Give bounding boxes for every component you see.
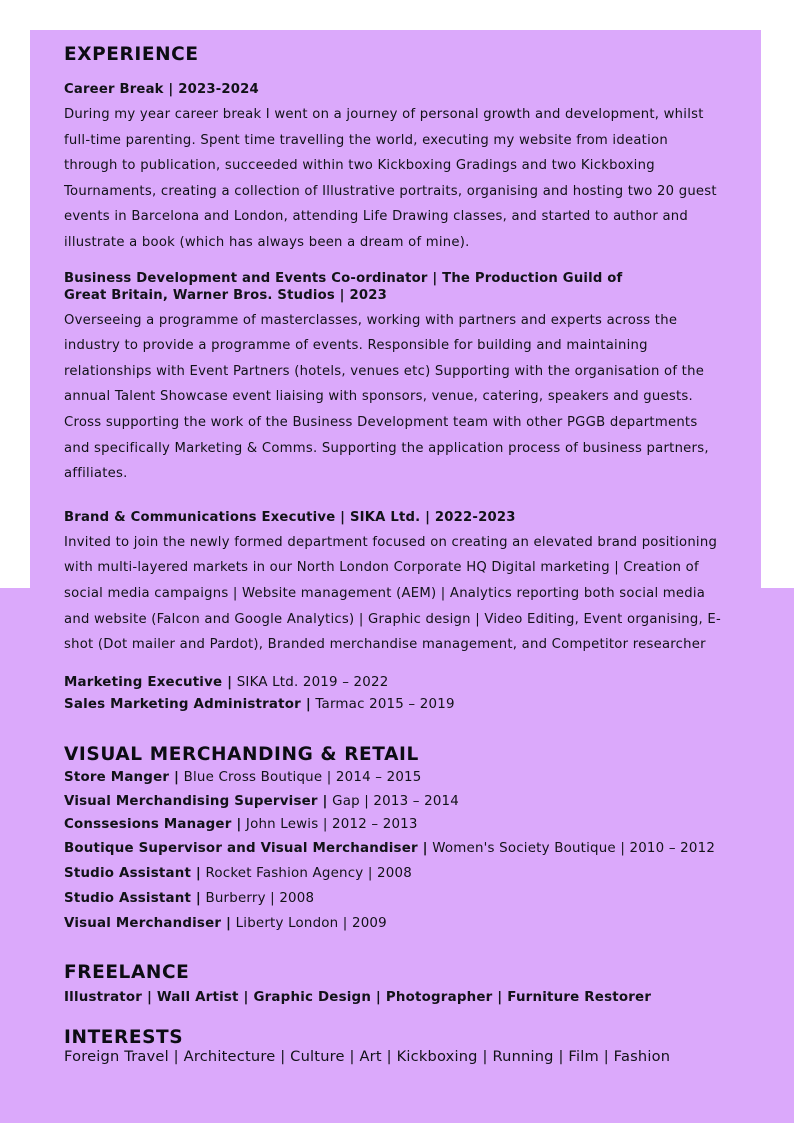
role-line [64, 840, 724, 858]
job-title: Brand & Communications Executive | SIKA Ltd. | 2022-2023 [64, 509, 516, 525]
role-detail: SIKA Ltd. 2019 – 2022 [232, 674, 389, 690]
resume-content [64, 44, 724, 1066]
role-name: Sales Marketing Administrator | [64, 696, 311, 712]
role-detail: Tarmac 2015 – 2019 [310, 696, 455, 712]
interests-heading: INTERESTS [64, 1026, 184, 1048]
role-detail: Blue Cross Boutique | 2014 – 2015 [179, 769, 422, 785]
freelance-list: Illustrator | Wall Artist | Graphic Design | Photographer | Furniture Restorer [64, 989, 652, 1005]
role-line [64, 769, 724, 787]
role-name: Visual Merchandising Superviser | [64, 793, 328, 809]
job-description: During my year career break I went on a journey of personal growth and development, whilst full-time parenting. Spent time travelling the world, executing my website from ideation through to publication, succeeded within two Kickboxing Gradings and two Kickboxing Tournaments, creating a collection of Illustrative portraits, organising and hosting two 20 guest events in Barcelona and London, attending Life Drawing classes, and started to author and illustrate a book (which has always been a dream of mine). [64, 107, 717, 250]
job-sika-brand [64, 509, 724, 658]
short-roles [64, 674, 724, 714]
job-description: Invited to join the newly formed department focused on creating an elevated brand positioning with multi-layered markets in our North London Corporate HQ Digital marketing | Creation of social media campaigns | Website management (AEM) | Analytics reporting both social media and website (Falcon and Google Analytics) | Graphic design | Video Editing, Event organising, E-shot (Dot mailer and Pardot), Branded merchandise management, and Competitor researcher [64, 534, 721, 653]
role-name: Boutique Supervisor and Visual Merchandiser | [64, 840, 428, 856]
role-line [64, 890, 724, 908]
job-production-guild [64, 270, 724, 487]
job-title: Career Break | 2023-2024 [64, 82, 259, 97]
role-name: Store Manger | [64, 769, 180, 785]
role-line [64, 696, 724, 714]
role-detail: Rocket Fashion Agency | 2008 [201, 865, 412, 881]
interests-list: Foreign Travel | Architecture | Culture | Art | Kickboxing | Running | Film | Fashion [64, 1047, 671, 1065]
role-name: Studio Assistant | [64, 865, 202, 881]
role-line [64, 816, 724, 834]
role-detail: Women's Society Boutique | 2010 – 2012 [427, 840, 716, 856]
job-career-break [64, 81, 724, 256]
role-name: Studio Assistant | [64, 890, 202, 906]
role-detail: Gap | 2013 – 2014 [327, 793, 459, 809]
role-detail: Liberty London | 2009 [231, 915, 387, 931]
visual-merchandising-heading: VISUAL MERCHANDING & RETAIL [64, 743, 419, 765]
role-detail: Burberry | 2008 [201, 890, 315, 906]
role-name: Conssesions Manager | [64, 816, 242, 832]
role-line [64, 674, 724, 692]
role-name: Marketing Executive | [64, 674, 233, 690]
role-line [64, 915, 724, 933]
freelance-heading: FREELANCE [64, 961, 190, 983]
job-title: Business Development and Events Co-ordinator | The Production Guild of Great Britain, Warner Bros. Studios | 2023 [64, 270, 623, 303]
job-description: Overseeing a programme of masterclasses, working with partners and experts across the industry to provide a programme of events. Responsible for building and maintaining relationships with Event Partners (hotels, venues etc) Supporting with the organisation of the annual Talent Showcase event liaising with sponsors, venue, catering, speakers and guests. Cross supporting the work of the Business Development team with other PGGB departments and specifically Marketing & Comms. Supporting the application process of business partners, affiliates. [64, 312, 709, 482]
role-name: Visual Merchandiser | [64, 915, 232, 931]
role-line [64, 865, 724, 883]
role-line [64, 793, 724, 811]
experience-heading: EXPERIENCE [64, 44, 199, 65]
role-detail: John Lewis | 2012 – 2013 [241, 816, 418, 832]
vm-roles [64, 769, 724, 933]
